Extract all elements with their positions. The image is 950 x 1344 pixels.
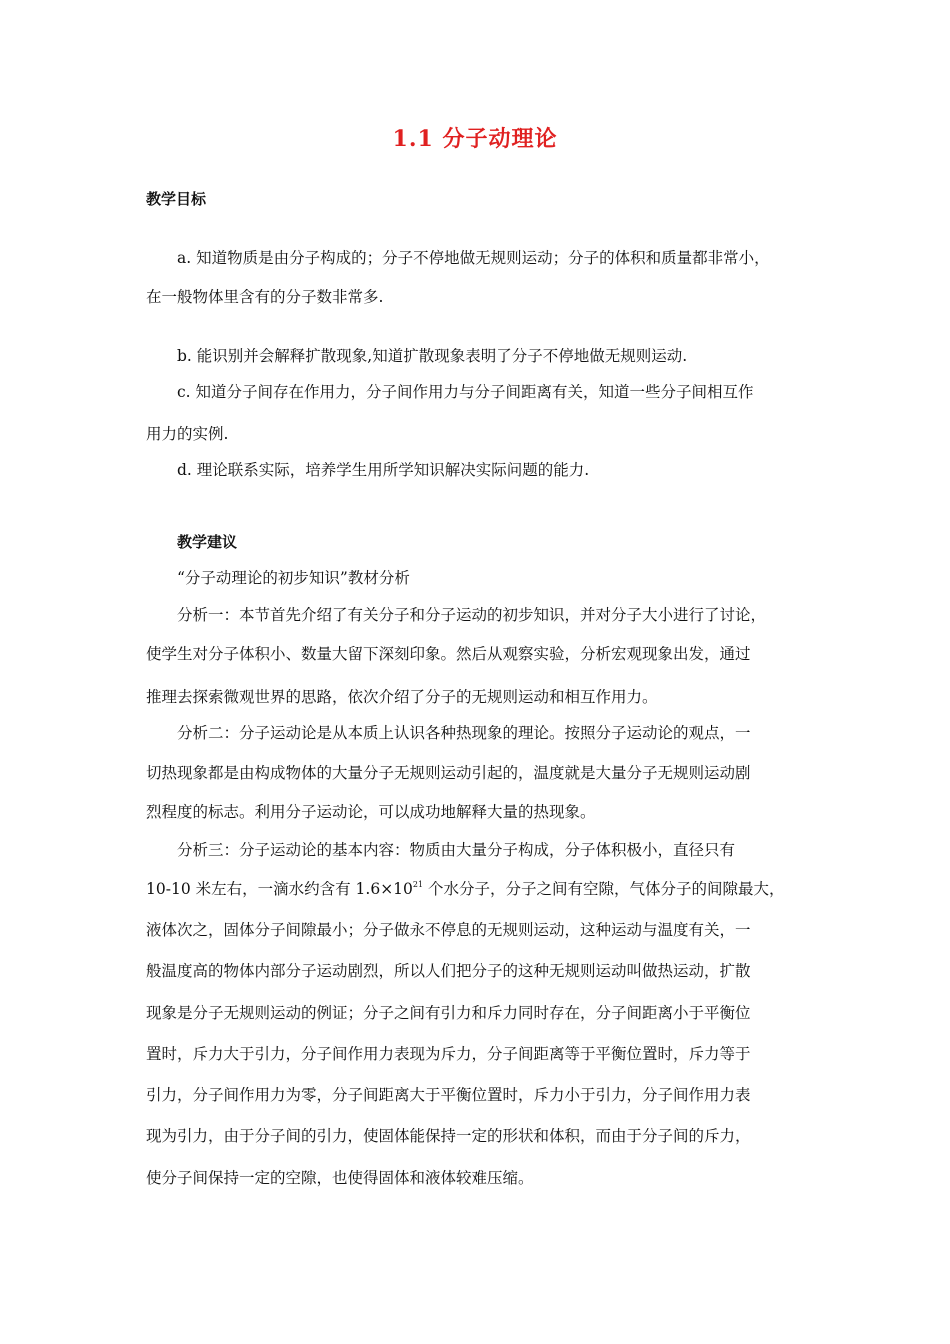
analysis1-line2: 使学生对分子体积小、数量大留下深刻印象。然后从观察实验，分析宏观现象出发，通过 (146, 645, 751, 663)
analysis-title: “分子动理论的初步知识”教材分析 (177, 569, 410, 587)
analysis3-line6: 置时，斥力大于引力，分子间作用力表现为斥力，分子间距离等于平衡位置时，斥力等于 (146, 1045, 751, 1063)
objective-c-line1: c. 知道分子间存在作用力，分子间作用力与分子间距离有关，知道一些分子间相互作 (177, 383, 754, 401)
analysis3-line5: 现象是分子无规则运动的例证；分子之间有引力和斥力同时存在，分子间距离小于平衡位 (146, 1004, 751, 1022)
objective-c-line2: 用力的实例. (146, 425, 229, 443)
objective-a-line1: a. 知道物质是由分子构成的；分子不停地做无规则运动；分子的体积和质量都非常小， (177, 249, 770, 267)
suggestions-heading: 教学建议 (177, 533, 238, 551)
analysis2-line1: 分析二：分子运动论是从本质上认识各种热现象的理论。按照分子运动论的观点，一 (177, 724, 751, 742)
objective-a-line2: 在一般物体里含有的分子数非常多. (146, 288, 384, 306)
analysis3-line2 (146, 877, 785, 899)
analysis2-line3: 烈程度的标志。利用分子运动论，可以成功地解释大量的热现象。 (146, 803, 596, 821)
analysis3-line2-pre: 10-10 米左右，一滴水约含有 1.6×10 (146, 880, 413, 898)
analysis1-line1: 分析一：本节首先介绍了有关分子和分子运动的初步知识，并对分子大小进行了讨论， (177, 606, 767, 624)
exponent: 21 (412, 880, 424, 889)
analysis3-line9: 使分子间保持一定的空隙，也使得固体和液体较难压缩。 (146, 1169, 534, 1187)
analysis3-line2-post: 个水分子，分子之间有空隙，气体分子的间隙最大， (423, 880, 785, 898)
analysis3-line3: 液体次之，固体分子间隙最小；分子做永不停息的无规则运动，这种运动与温度有关，一 (146, 921, 751, 939)
objective-d-line1: d. 理论联系实际，培养学生用所学知识解决实际问题的能力. (177, 461, 590, 479)
analysis3-line1: 分析三：分子运动论的基本内容：物质由大量分子构成，分子体积极小，直径只有 (177, 841, 736, 859)
objective-b-line1: b. 能识别并会解释扩散现象,知道扩散现象表明了分子不停地做无规则运动. (177, 347, 688, 365)
objectives-heading: 教学目标 (146, 190, 207, 208)
analysis2-line2: 切热现象都是由构成物体的大量分子无规则运动引起的，温度就是大量分子无规则运动剧 (146, 764, 751, 782)
analysis3-line4: 般温度高的物体内部分子运动剧烈，所以人们把分子的这种无规则运动叫做热运动，扩散 (146, 962, 751, 980)
page-title: 1.1 分子动理论 (392, 126, 558, 152)
analysis1-line3: 推理去探索微观世界的思路，依次介绍了分子的无规则运动和相互作用力。 (146, 688, 658, 706)
analysis3-line7: 引力，分子间作用力为零，分子间距离大于平衡位置时，斥力小于引力，分子间作用力表 (146, 1086, 751, 1104)
analysis3-line8: 现为引力，由于分子间的引力，使固体能保持一定的形状和体积，而由于分子间的斥力， (146, 1127, 751, 1145)
